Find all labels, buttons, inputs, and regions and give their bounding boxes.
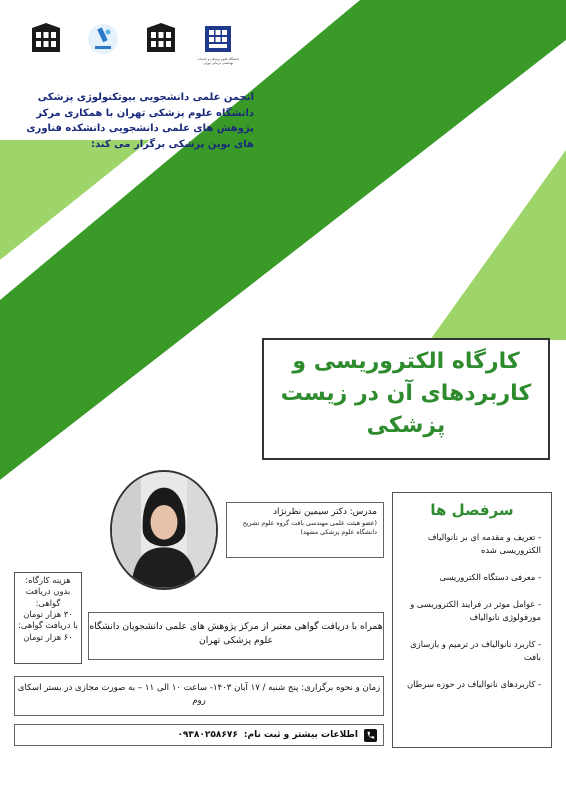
schedule-info: زمان و نحوه برگزاری: پنج شنبه / ۱۷ آبان ۱۴۰۳- ساعت ۱۰ الی ۱۱ – به صورت مجازی در بستر اسکای روم bbox=[14, 676, 384, 716]
person-avatar-icon bbox=[112, 472, 216, 588]
contact-phone[interactable]: ۰۹۳۸۰۲۵۸۶۷۶ bbox=[177, 730, 238, 740]
logo-row bbox=[22, 22, 242, 84]
intro-text: انجمن علمی دانشجویی بیوتکنولوژی پزشکی دانشگاه علوم پزشکی تهران با همکاری مرکز پژوهش های علمی دانشجویی دانشکده فناوری های نوین پزشکی برگزار می کند: bbox=[26, 92, 254, 150]
fees-with-cert-price: ۶۰ هزار تومان bbox=[23, 631, 73, 642]
logo-4 bbox=[195, 22, 243, 84]
topic-item: - عوامل موثر در فرایند الکتروریسی و مورفولوژی نانوالیاف bbox=[410, 599, 541, 623]
topic-item: - تعریف و مقدمه ای بر نانوالیاف الکتروریسی شده bbox=[427, 532, 541, 556]
contact-label: اطلاعات بیشتر و ثبت نام: bbox=[243, 730, 358, 740]
certificate-note: همراه با دریافت گواهی معتبر از مرکز پژوهش های علمی دانشجویان دانشگاه علوم پزشکی تهران bbox=[88, 612, 384, 660]
phone-icon bbox=[364, 729, 377, 742]
logo-3 bbox=[137, 22, 185, 84]
ministry-emblem-icon bbox=[201, 22, 235, 56]
logo-2 bbox=[80, 22, 128, 84]
topic-item: - معرفی دستگاه الکتروریسی bbox=[439, 572, 541, 583]
fees-box bbox=[14, 572, 82, 664]
instructor-box bbox=[226, 502, 384, 558]
topics-heading: سرفصل ها bbox=[430, 501, 514, 519]
workshop-title: کارگاه الکتروریسی و کاربردهای آن در زیست پزشکی bbox=[262, 338, 550, 460]
fees-no-cert-label: بدون دریافت گواهی: bbox=[25, 586, 71, 608]
microscope-icon bbox=[86, 22, 120, 56]
logo-1 bbox=[22, 22, 70, 84]
instructor-photo bbox=[110, 470, 218, 590]
instructor-name: مدرس: دکتر سیمین نظرنژاد bbox=[273, 507, 377, 517]
university-building-icon bbox=[29, 22, 63, 56]
instructor-affiliation: (عضو هیئت علمی مهندسی بافت گروه علوم تشریح دانشگاه علوم پزشکی مشهد) bbox=[242, 520, 377, 536]
fees-heading: هزینه کارگاه: bbox=[25, 575, 71, 585]
contact-row bbox=[14, 724, 384, 746]
logo-caption: دانشگاه علوم پزشکی و خدمات بهداشتی درمانی تهران bbox=[197, 57, 240, 65]
fees-no-cert-price: ۳۰ هزار تومان bbox=[23, 609, 73, 620]
topic-item: - کاربردهای نانوالیاف در حوزه سرطان bbox=[406, 679, 541, 690]
university-building-icon bbox=[144, 22, 178, 56]
fees-with-cert-label: با دریافت گواهی: bbox=[18, 620, 78, 631]
topic-item: - کاربرد نانوالیاف در ترمیم و بازسازی بافت bbox=[410, 639, 541, 663]
topics-box bbox=[392, 492, 552, 748]
